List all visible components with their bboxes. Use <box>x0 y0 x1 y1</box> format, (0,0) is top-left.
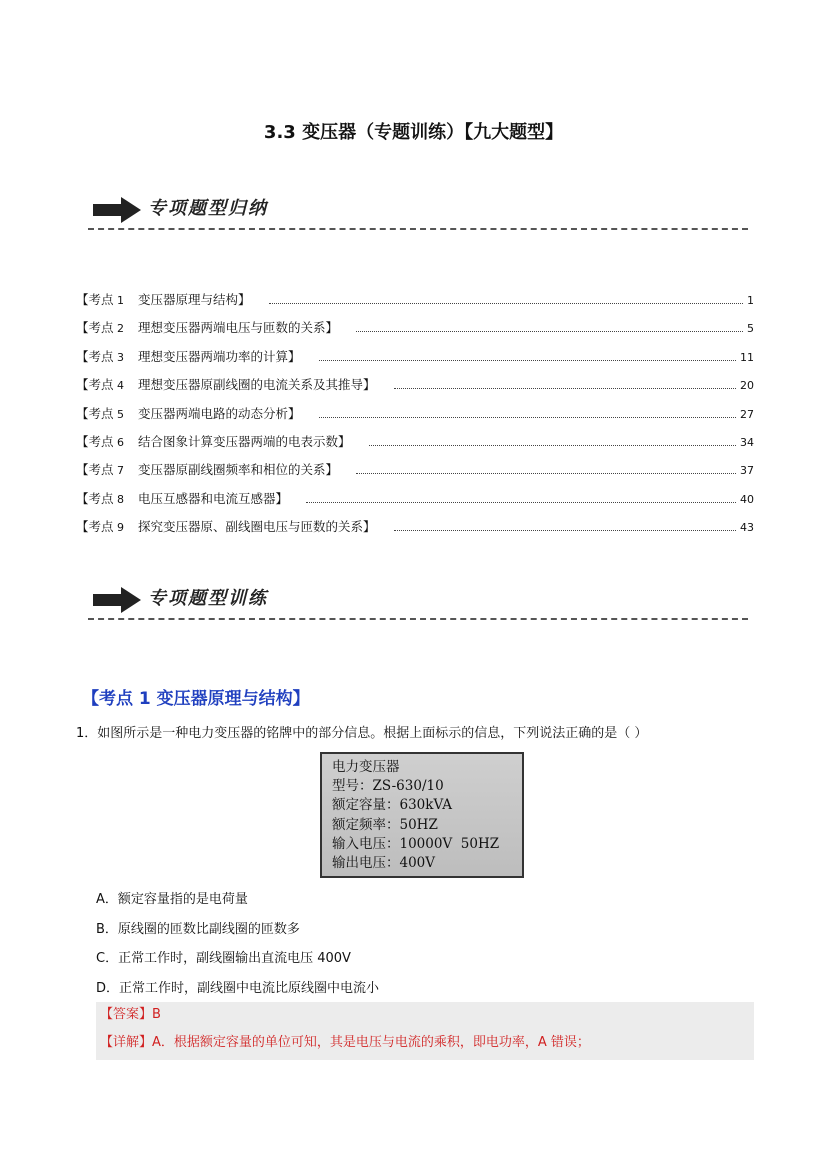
nameplate-line: 型号：ZS-630/10 <box>332 778 444 795</box>
toc-entry-label <box>76 432 351 450</box>
toc-text: 理想变压器两端功率的计算】 <box>138 348 301 364</box>
toc-leader <box>319 359 736 361</box>
answer-line: 【答案】B <box>100 1007 161 1022</box>
divider <box>88 228 748 230</box>
toc-leader <box>306 501 736 503</box>
toc-page-number: 37 <box>740 464 754 478</box>
question-stem: 1．如图所示是一种电力变压器的铭牌中的部分信息。根据上面标示的信息，下列说法正确的是（ ） <box>76 726 648 741</box>
toc-entry-label <box>76 347 301 365</box>
toc-prefix: 【考点 <box>76 405 114 421</box>
toc-entry[interactable] <box>76 290 754 318</box>
toc-text: 变压器原副线圈频率和相位的关系】 <box>138 462 339 478</box>
nameplate-line: 电力变压器 <box>332 759 400 775</box>
toc-entry[interactable] <box>76 404 754 432</box>
toc-text: 变压器原理与结构】 <box>138 292 251 307</box>
toc-prefix: 【考点 <box>76 377 114 393</box>
toc-text: 变压器两端电路的动态分析】 <box>138 405 301 421</box>
toc-leader <box>369 444 736 446</box>
toc-leader <box>356 330 743 332</box>
toc-prefix: 【考点 <box>76 490 114 506</box>
toc-number: 2 <box>113 322 138 336</box>
banner-training <box>88 580 748 620</box>
toc-page-number: 40 <box>740 492 754 506</box>
banner-summary <box>88 190 748 230</box>
arrow-icon <box>93 196 143 224</box>
nameplate-line: 输出电压：400V <box>332 855 436 872</box>
toc-page-number: 5 <box>747 322 754 336</box>
nameplate-line: 额定频率：50HZ <box>332 816 438 833</box>
toc-text: 结合图象计算变压器两端的电表示数】 <box>138 433 351 449</box>
toc-entry-label <box>76 460 338 478</box>
toc-entry[interactable] <box>76 318 754 346</box>
toc-number: 1 <box>113 294 138 307</box>
banner-training-label: 专项题型训练 <box>148 588 268 609</box>
toc-prefix: 【考点 <box>76 292 114 307</box>
toc-entry-label <box>76 318 338 336</box>
toc-entry[interactable] <box>76 375 754 403</box>
toc-text: 探究变压器原、副线圈电压与匝数的关系】 <box>138 519 376 535</box>
toc-number: 8 <box>113 492 138 506</box>
option-a[interactable]: A．额定容量指的是电荷量 <box>96 892 248 907</box>
toc-page-number: 43 <box>740 521 754 535</box>
answer-options <box>96 890 379 1008</box>
toc-prefix: 【考点 <box>76 348 114 364</box>
arrow-icon <box>93 586 143 614</box>
toc-entry[interactable] <box>76 460 754 488</box>
toc-prefix: 【考点 <box>76 462 114 478</box>
toc-number: 7 <box>113 464 138 478</box>
divider <box>88 618 748 620</box>
answer-box <box>96 1002 754 1060</box>
toc-page-number: 27 <box>740 407 754 421</box>
toc-entry[interactable] <box>76 517 754 545</box>
nameplate-line: 额定容量：630kVA <box>332 797 453 814</box>
toc-number: 3 <box>113 350 138 364</box>
toc-text: 理想变压器原副线圈的电流关系及其推导】 <box>138 377 376 393</box>
toc-leader <box>394 387 736 389</box>
toc-entry-label <box>76 489 288 507</box>
toc-entry-label <box>76 290 251 308</box>
toc-prefix: 【考点 <box>76 519 114 535</box>
nameplate-figure <box>320 752 524 878</box>
toc-entry[interactable] <box>76 489 754 517</box>
toc-entry-label <box>76 517 376 535</box>
option-c[interactable]: C．正常工作时，副线圈输出直流电压 400V <box>96 951 351 966</box>
toc-leader <box>319 416 736 418</box>
toc-entry[interactable] <box>76 347 754 375</box>
toc-prefix: 【考点 <box>76 433 114 449</box>
option-d[interactable]: D．正常工作时，副线圈中电流比原线圈中电流小 <box>96 980 380 996</box>
toc-page-number: 20 <box>740 379 754 393</box>
toc-page-number: 11 <box>740 350 754 364</box>
toc-leader <box>356 472 736 474</box>
toc-number: 5 <box>113 407 138 421</box>
toc-prefix: 【考点 <box>76 320 114 336</box>
toc-entry-label <box>76 375 376 393</box>
detail-line: 【详解】A．根据额定容量的单位可知，其是电压与电流的乘积，即电功率，A 错误； <box>100 1035 590 1050</box>
table-of-contents <box>76 290 754 546</box>
toc-page-number: 34 <box>740 435 754 449</box>
toc-entry[interactable] <box>76 432 754 460</box>
toc-number: 9 <box>113 521 138 535</box>
banner-summary-label: 专项题型归纳 <box>148 198 268 219</box>
option-b[interactable]: B．原线圈的匝数比副线圈的匝数多 <box>96 921 300 937</box>
toc-number: 4 <box>113 379 138 393</box>
toc-text: 电压互感器和电流互感器】 <box>138 490 289 506</box>
toc-leader <box>269 302 743 304</box>
toc-number: 6 <box>113 435 138 449</box>
nameplate-line: 输入电压：10000V 50HZ <box>332 835 500 852</box>
toc-leader <box>394 529 736 531</box>
page-title: 3.3 变压器（专题训练）【九大题型】 <box>263 122 564 143</box>
section-heading: 【考点 1 变压器原理与结构】 <box>82 689 310 709</box>
toc-entry-label <box>76 404 301 422</box>
toc-text: 理想变压器两端电压与匝数的关系】 <box>138 320 339 336</box>
toc-page-number: 1 <box>747 294 754 307</box>
